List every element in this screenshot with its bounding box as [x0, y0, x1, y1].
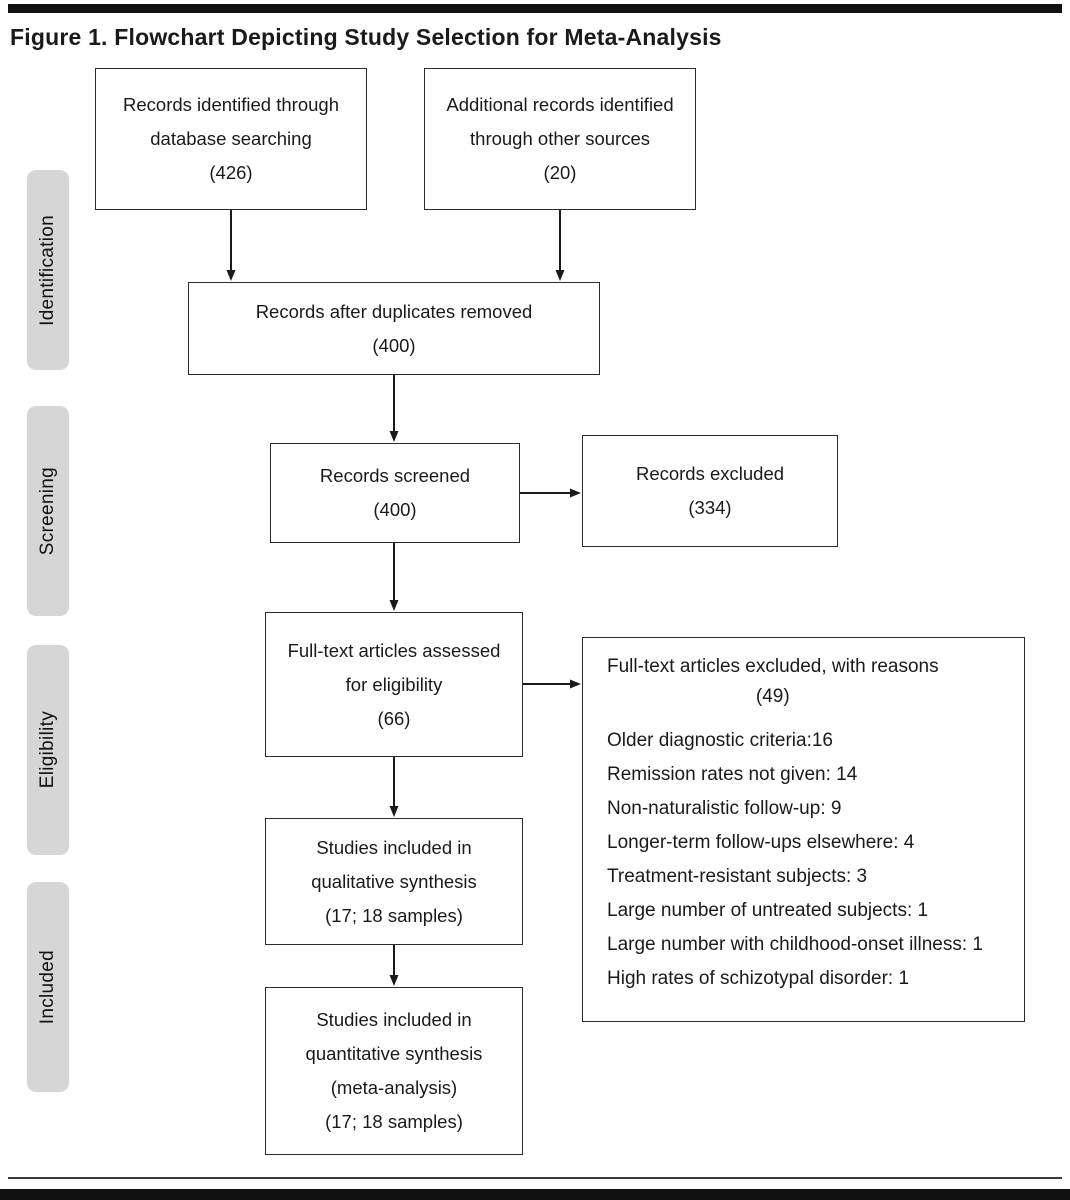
exclusion-reason: Treatment-resistant subjects: 3 [607, 866, 868, 887]
exclusion-reason: Older diagnostic criteria:16 [607, 730, 833, 751]
box-count: (426) [209, 162, 253, 183]
box-count: (400) [373, 499, 417, 520]
stage-label-identification-text: Identification [37, 214, 58, 326]
box-quantitative-synthesis [265, 987, 523, 1155]
box-duplicates-removed [188, 282, 600, 375]
stage-label-identification [27, 170, 69, 370]
box-text-line: Additional records identified [446, 94, 674, 115]
box-text-line: Records identified through [123, 94, 339, 115]
fulltext-excluded-count: (49) [755, 686, 790, 707]
box-text-line: through other sources [470, 128, 650, 149]
fulltext-excluded-header-block [607, 652, 939, 712]
box-text-line: Studies included in [316, 836, 472, 858]
box-count: (17; 18 samples) [325, 904, 463, 926]
box-count: (20) [543, 162, 577, 183]
exclusion-reason: Longer-term follow-ups elsewhere: 4 [607, 832, 915, 853]
box-records-excluded [582, 435, 838, 547]
box-count: (334) [688, 497, 732, 518]
box-text-line: (meta-analysis) [330, 1077, 458, 1098]
exclusion-reason: High rates of schizotypal disorder: 1 [607, 968, 910, 989]
box-records-screened [270, 443, 520, 543]
box-text-line: for eligibility [345, 673, 443, 695]
stage-label-included [27, 882, 69, 1092]
box-count: (66) [377, 707, 411, 729]
box-records-identified-database [95, 68, 367, 210]
figure-title: Figure 1. Flowchart Depicting Study Selection for Meta-Analysis [10, 24, 722, 50]
stage-label-eligibility [27, 645, 69, 855]
fulltext-excluded-reasons [607, 724, 983, 996]
top-rule [8, 4, 1062, 13]
box-text-line: Records excluded [635, 463, 785, 484]
exclusion-reason: Remission rates not given: 14 [607, 764, 858, 785]
exclusion-reason: Large number with childhood-onset illness: 1 [607, 934, 983, 955]
box-count: (400) [372, 334, 416, 356]
box-fulltext-excluded [582, 637, 1025, 1022]
box-text-line: qualitative synthesis [311, 870, 477, 892]
bottom-thin-rule [8, 1177, 1062, 1179]
box-text-line: Studies included in [316, 1009, 472, 1030]
box-fulltext-assessed [265, 612, 523, 757]
exclusion-reason: Large number of untreated subjects: 1 [607, 900, 929, 921]
box-text-line: quantitative synthesis [305, 1043, 483, 1064]
box-text-line: Records after duplicates removed [255, 300, 533, 322]
box-qualitative-synthesis [265, 818, 523, 945]
fulltext-excluded-header: Full-text articles excluded, with reasons [607, 656, 939, 677]
box-count: (17; 18 samples) [325, 1111, 463, 1132]
stage-label-screening [27, 406, 69, 616]
box-additional-records [424, 68, 696, 210]
box-text-line: database searching [150, 128, 312, 149]
exclusion-reason: Non-naturalistic follow-up: 9 [607, 798, 842, 819]
stage-label-included-text: Included [37, 949, 58, 1025]
stage-label-screening-text: Screening [37, 466, 58, 556]
box-text-line: Full-text articles assessed [287, 639, 501, 661]
bottom-rule [0, 1189, 1070, 1200]
box-text-line: Records screened [319, 465, 471, 486]
stage-label-eligibility-text: Eligibility [37, 711, 58, 789]
